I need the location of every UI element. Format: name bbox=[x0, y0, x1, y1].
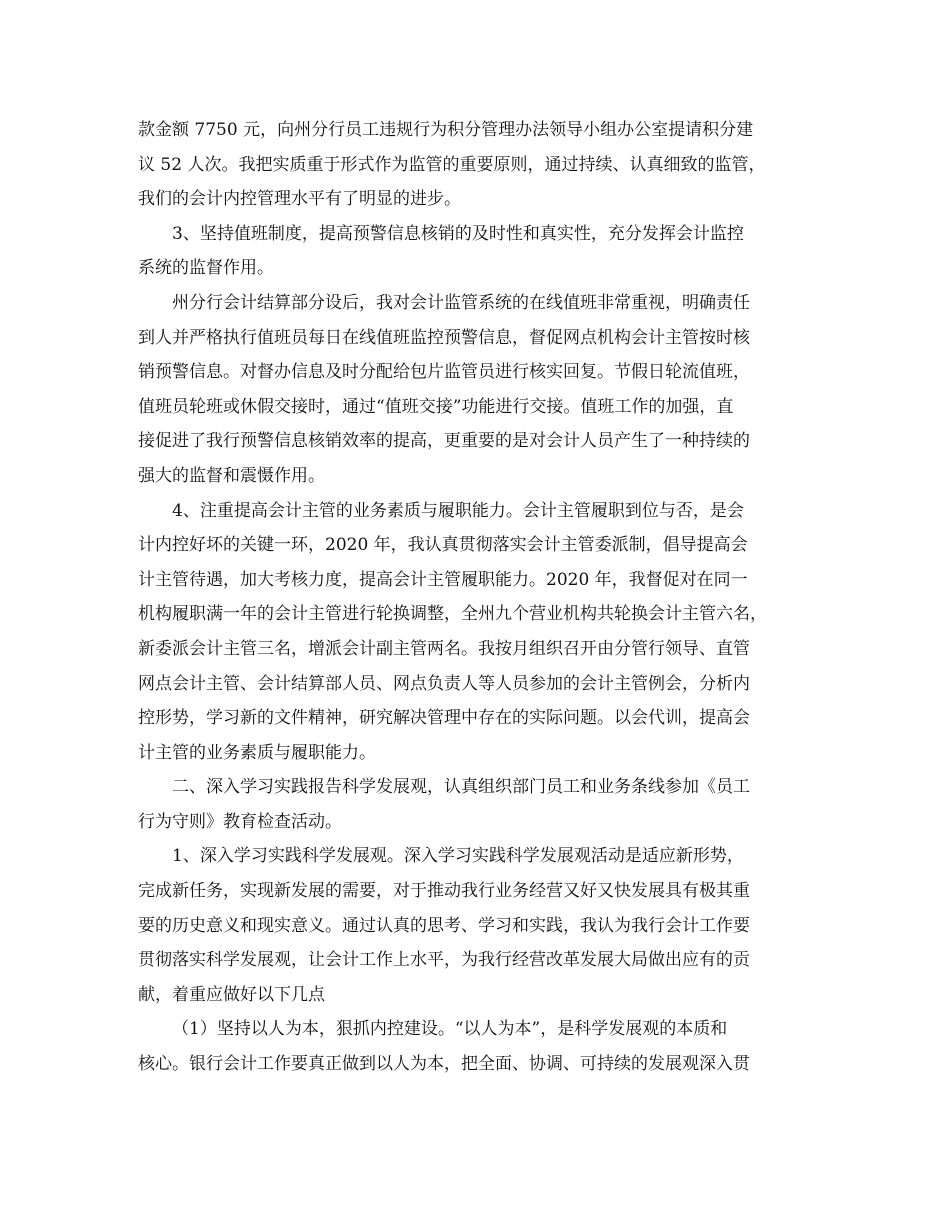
text-line: （1）坚持以人为本，狠抓内控建设。“以人为本”，是科学发展观的本质和 bbox=[172, 1019, 728, 1040]
text-line: 网点会计主管、会计结算部人员、网点负责人等人员参加的会计主管例会，分析内 bbox=[138, 673, 750, 694]
text-line: 销预警信息。对督办信息及时分配给包片监管员进行核实回复。节假日轮流值班， bbox=[138, 362, 750, 383]
paragraph bbox=[138, 1012, 822, 1081]
paragraph bbox=[138, 217, 822, 286]
text-line: 机构履职满一年的会计主管进行轮换调整，全州九个营业机构共轮换会计主管六名， bbox=[138, 604, 767, 625]
text-line: 我们的会计内控管理水平有了明显的进步。 bbox=[138, 189, 461, 210]
text-line: 强大的监督和震慑作用。 bbox=[138, 465, 325, 486]
text-line: 完成新任务，实现新发展的需要，对于推动我行业务经营又好又快发展具有极其重 bbox=[138, 881, 750, 902]
text-line: 新委派会计主管三名，增派会计副主管两名。我按月组织召开由分管行领导、直管 bbox=[138, 638, 750, 659]
text-line: 控形势，学习新的文件精神，研究解决管理中存在的实际问题。以会代训，提高会 bbox=[138, 708, 750, 729]
text-line: 二、深入学习实践报告科学发展观，认真组织部门员工和业务条线参加《员工 bbox=[172, 777, 750, 798]
paragraph bbox=[138, 286, 822, 494]
paragraph bbox=[138, 839, 822, 1012]
text-line: 值班员轮班或休假交接时，通过“值班交接”功能进行交接。值班工作的加强，直 bbox=[138, 396, 734, 417]
text-line: 献，着重应做好以下几点 bbox=[138, 984, 325, 1005]
text-line: 接促进了我行预警信息核销效率的提高，更重要的是对会计人员产生了一种持续的 bbox=[138, 431, 750, 452]
text-line: 款金额 7750 元，向州分行员工违规行为积分管理办法领导小组办公室提请积分建 bbox=[138, 120, 754, 140]
text-line: 核心。银行会计工作要真正做到以人为本，把全面、协调、可持续的发展观深入贯 bbox=[138, 1054, 750, 1075]
document-body bbox=[138, 113, 822, 1082]
text-line: 计主管待遇，加大考核力度，提高会计主管履职能力。2020 年，我督促对在同一 bbox=[138, 569, 748, 590]
text-line: 计主管的业务素质与履职能力。 bbox=[138, 742, 376, 763]
text-line: 行为守则》教育检查活动。 bbox=[138, 811, 342, 832]
text-line: 要的历史意义和现实意义。通过认真的思考、学习和实践，我认为我行会计工作要 bbox=[138, 915, 750, 936]
paragraph bbox=[138, 113, 822, 217]
text-line: 到人并严格执行值班员每日在线值班监控预警信息，督促网点机构会计主管按时核 bbox=[138, 327, 750, 348]
text-line: 计内控好坏的关键一环，2020 年，我认真贯彻落实会计主管委派制，倡导提高会 bbox=[138, 535, 748, 556]
text-line: 系统的监督作用。 bbox=[138, 258, 274, 279]
text-line: 3、坚持值班制度，提高预警信息核销的及时性和真实性，充分发挥会计监控 bbox=[172, 223, 744, 244]
text-line: 1、深入学习实践科学发展观。深入学习实践科学发展观活动是适应新形势， bbox=[172, 846, 744, 867]
text-line: 4、注重提高会计主管的业务素质与履职能力。会计主管履职到位与否，是会 bbox=[172, 500, 744, 521]
text-line: 议 52 人次。我把实质重于形式作为监管的重要原则，通过持续、认真细致的监管， bbox=[138, 154, 766, 175]
text-line: 贯彻落实科学发展观，让会计工作上水平，为我行经营改革发展大局做出应有的贡 bbox=[138, 950, 750, 971]
paragraph bbox=[138, 494, 822, 771]
paragraph bbox=[138, 770, 822, 839]
text-line: 州分行会计结算部分设后，我对会计监管系统的在线值班非常重视，明确责任 bbox=[172, 292, 750, 313]
